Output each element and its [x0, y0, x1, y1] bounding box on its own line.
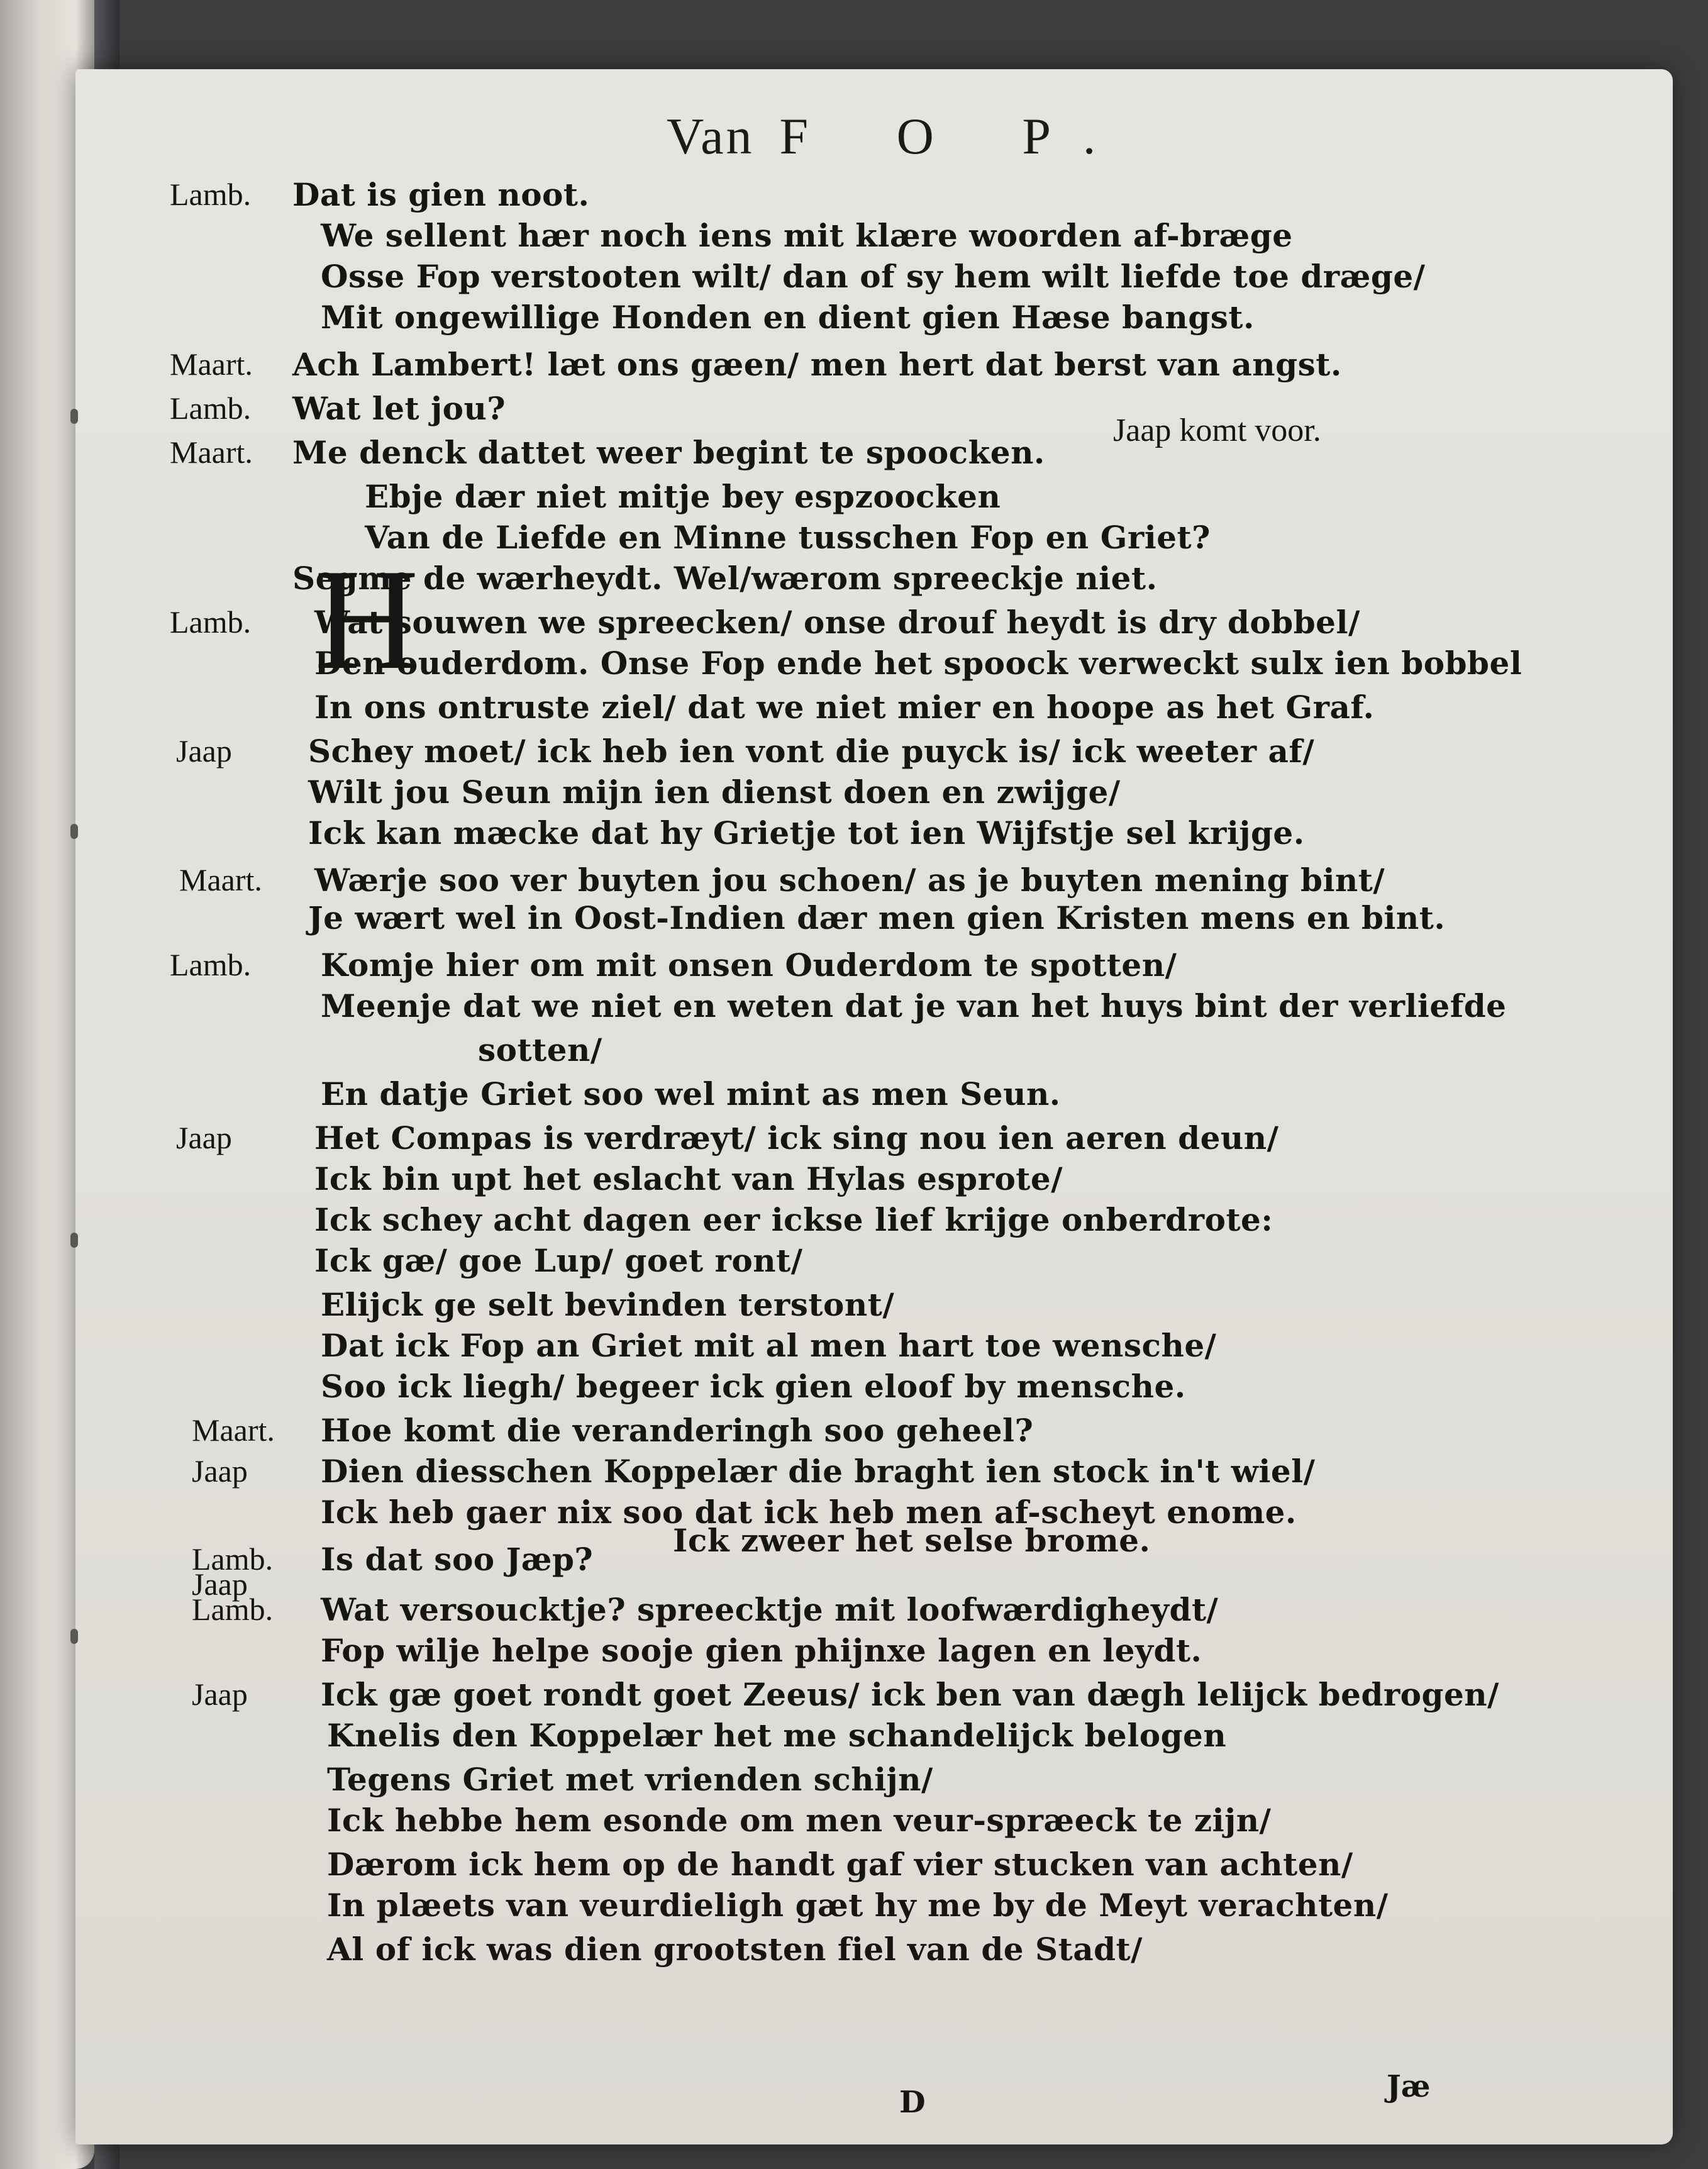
- sewing-hole: [70, 409, 78, 424]
- speaker-label: Lamb.: [170, 177, 252, 212]
- verse-line: Ebje dær niet mitje bey espzoocken: [365, 478, 1001, 515]
- verse-line: Ick zweer het selse brome.: [673, 1522, 1151, 1559]
- verse-line: Knelis den Koppelær het me schandelijck belogen: [327, 1717, 1227, 1754]
- verse-line: Tegens Griet met vrienden schijn/: [327, 1761, 933, 1798]
- verse-line: sotten/: [478, 1031, 602, 1068]
- speaker-label: Jaap: [176, 1120, 232, 1155]
- verse-line: Het Compas is verdræyt/ ick sing nou ien aeren deun/: [314, 1119, 1279, 1157]
- verse-line: Al of ick was dien grootsten fiel van de Stadt/: [327, 1931, 1143, 1968]
- sewing-hole: [70, 1233, 78, 1248]
- verse-line: Ick heb gaer nix soo dat ick heb men af-scheyt enome.: [321, 1494, 1297, 1531]
- speaker-label: Maart.: [192, 1412, 275, 1448]
- speaker-label: Jaap: [192, 1567, 248, 1602]
- verse-line: Mit ongewillige Honden en dient gien Hæse bangst.: [321, 299, 1255, 336]
- verse-line: Dien diesschen Koppelær die braght ien stock in't wiel/: [321, 1453, 1316, 1490]
- signature-mark: D: [899, 2085, 926, 2120]
- speaker-label: Maart.: [179, 862, 262, 897]
- speaker-label: Lamb.: [170, 947, 252, 982]
- speaker-label: Jaap: [176, 733, 232, 768]
- verse-line: Ick gæ/ goe Lup/ goet ront/: [314, 1242, 803, 1279]
- stage-direction: Jaap komt voor.: [1113, 413, 1321, 448]
- book-page: [75, 69, 1673, 2144]
- verse-line: Ick hebbe hem esonde om men veur-spræeck te zijn/: [327, 1802, 1272, 1839]
- verse-line: Van de Liefde en Minne tusschen Fop en Griet?: [365, 519, 1211, 556]
- verse-line: Komje hier om mit onsen Ouderdom te spotten/: [321, 946, 1177, 984]
- verse-line: Ach Lambert! læt ons gæen/ men hert dat berst van angst.: [292, 346, 1342, 383]
- header-prefix: Van: [667, 108, 755, 165]
- verse-line: Wærje soo ver buyten jou schoen/ as je buyten mening bint/: [314, 862, 1385, 899]
- verse-line: Osse Fop verstooten wilt/ dan of sy hem wilt liefde toe dræge/: [321, 258, 1426, 295]
- verse-line: Dat is gien noot.: [292, 176, 590, 213]
- verse-line: Me denck dattet weer begint te spoocken.: [292, 434, 1045, 471]
- verse-line: Elijck ge selt bevinden terstont/: [321, 1286, 895, 1323]
- verse-line: Dærom ick hem op de handt gaf vier stucken van achten/: [327, 1846, 1353, 1883]
- verse-line: Segme de wærheydt. Wel/wærom spreeckje niet.: [292, 560, 1158, 597]
- speaker-label: Lamb.: [192, 1541, 274, 1577]
- speaker-label: Lamb.: [170, 604, 252, 640]
- catchword: Jæ: [1387, 2069, 1431, 2104]
- verse-line: Wat versoucktje? spreecktje mit loofwærdigheydt/: [321, 1591, 1219, 1628]
- verse-line: Ick bin upt het eslacht van Hylas esprote/: [314, 1160, 1063, 1197]
- running-header: [667, 107, 1133, 166]
- verse-line: En datje Griet soo wel mint as men Seun.: [321, 1075, 1061, 1112]
- verse-line: Hoe komt die veranderingh soo geheel?: [321, 1412, 1034, 1449]
- speaker-label: Maart.: [170, 347, 253, 382]
- verse-line: In ons ontruste ziel/ dat we niet mier en hoope as het Graf.: [314, 689, 1375, 726]
- verse-line: Soo ick liegh/ begeer ick gien eloof by mensche.: [321, 1368, 1186, 1405]
- verse-line: Je wært wel in Oost-Indien dær men gien Kristen mens en bint.: [308, 899, 1446, 936]
- speaker-label: Maart.: [170, 435, 253, 470]
- drop-cap: H: [314, 539, 419, 699]
- speaker-label: Jaap: [192, 1677, 248, 1712]
- verse-line: Schey moet/ ick heb ien vont die puyck is/ ick weeter af/: [308, 733, 1315, 770]
- verse-line: Meenje dat we niet en weten dat je van het huys bint der verliefde: [321, 987, 1507, 1024]
- speaker-label: Jaap: [192, 1453, 248, 1489]
- sewing-hole: [70, 1629, 78, 1644]
- verse-line: In plæets van veurdieligh gæt hy me by de Meyt verachten/: [327, 1887, 1389, 1924]
- verse-line: Wat souwen we spreecken/ onse drouf heydt is dry dobbel/: [314, 604, 1360, 641]
- verse-line: Is dat soo Jæp?: [321, 1541, 594, 1578]
- verse-line: Wilt jou Seun mijn ien dienst doen en zwijge/: [308, 774, 1121, 811]
- speaker-label: Lamb.: [192, 1592, 274, 1627]
- verse-line: Wat let jou?: [292, 390, 506, 427]
- sewing-hole: [70, 824, 78, 839]
- verse-line: Ick kan mæcke dat hy Grietje tot ien Wijfstje sel krijge.: [308, 814, 1305, 852]
- speaker-label: Lamb.: [170, 391, 252, 426]
- verse-line: Fop wilje helpe sooje gien phijnxe lagen en leydt.: [321, 1632, 1202, 1669]
- verse-line: Ick gæ goet rondt goet Zeeus/ ick ben van dægh lelijck bedrogen/: [321, 1676, 1499, 1713]
- verse-line: Dat ick Fop an Griet mit al men hart toe wensche/: [321, 1327, 1217, 1364]
- verse-line: Ick schey acht dagen eer ickse lief krijge onberdrote:: [314, 1201, 1273, 1238]
- verse-line: Den ouderdom. Onse Fop ende het spoock verweckt sulx ien bobbel: [314, 645, 1522, 682]
- verse-line: We sellent hær noch iens mit klære woorden af-bræge: [321, 217, 1293, 254]
- header-title: F O P.: [779, 108, 1134, 165]
